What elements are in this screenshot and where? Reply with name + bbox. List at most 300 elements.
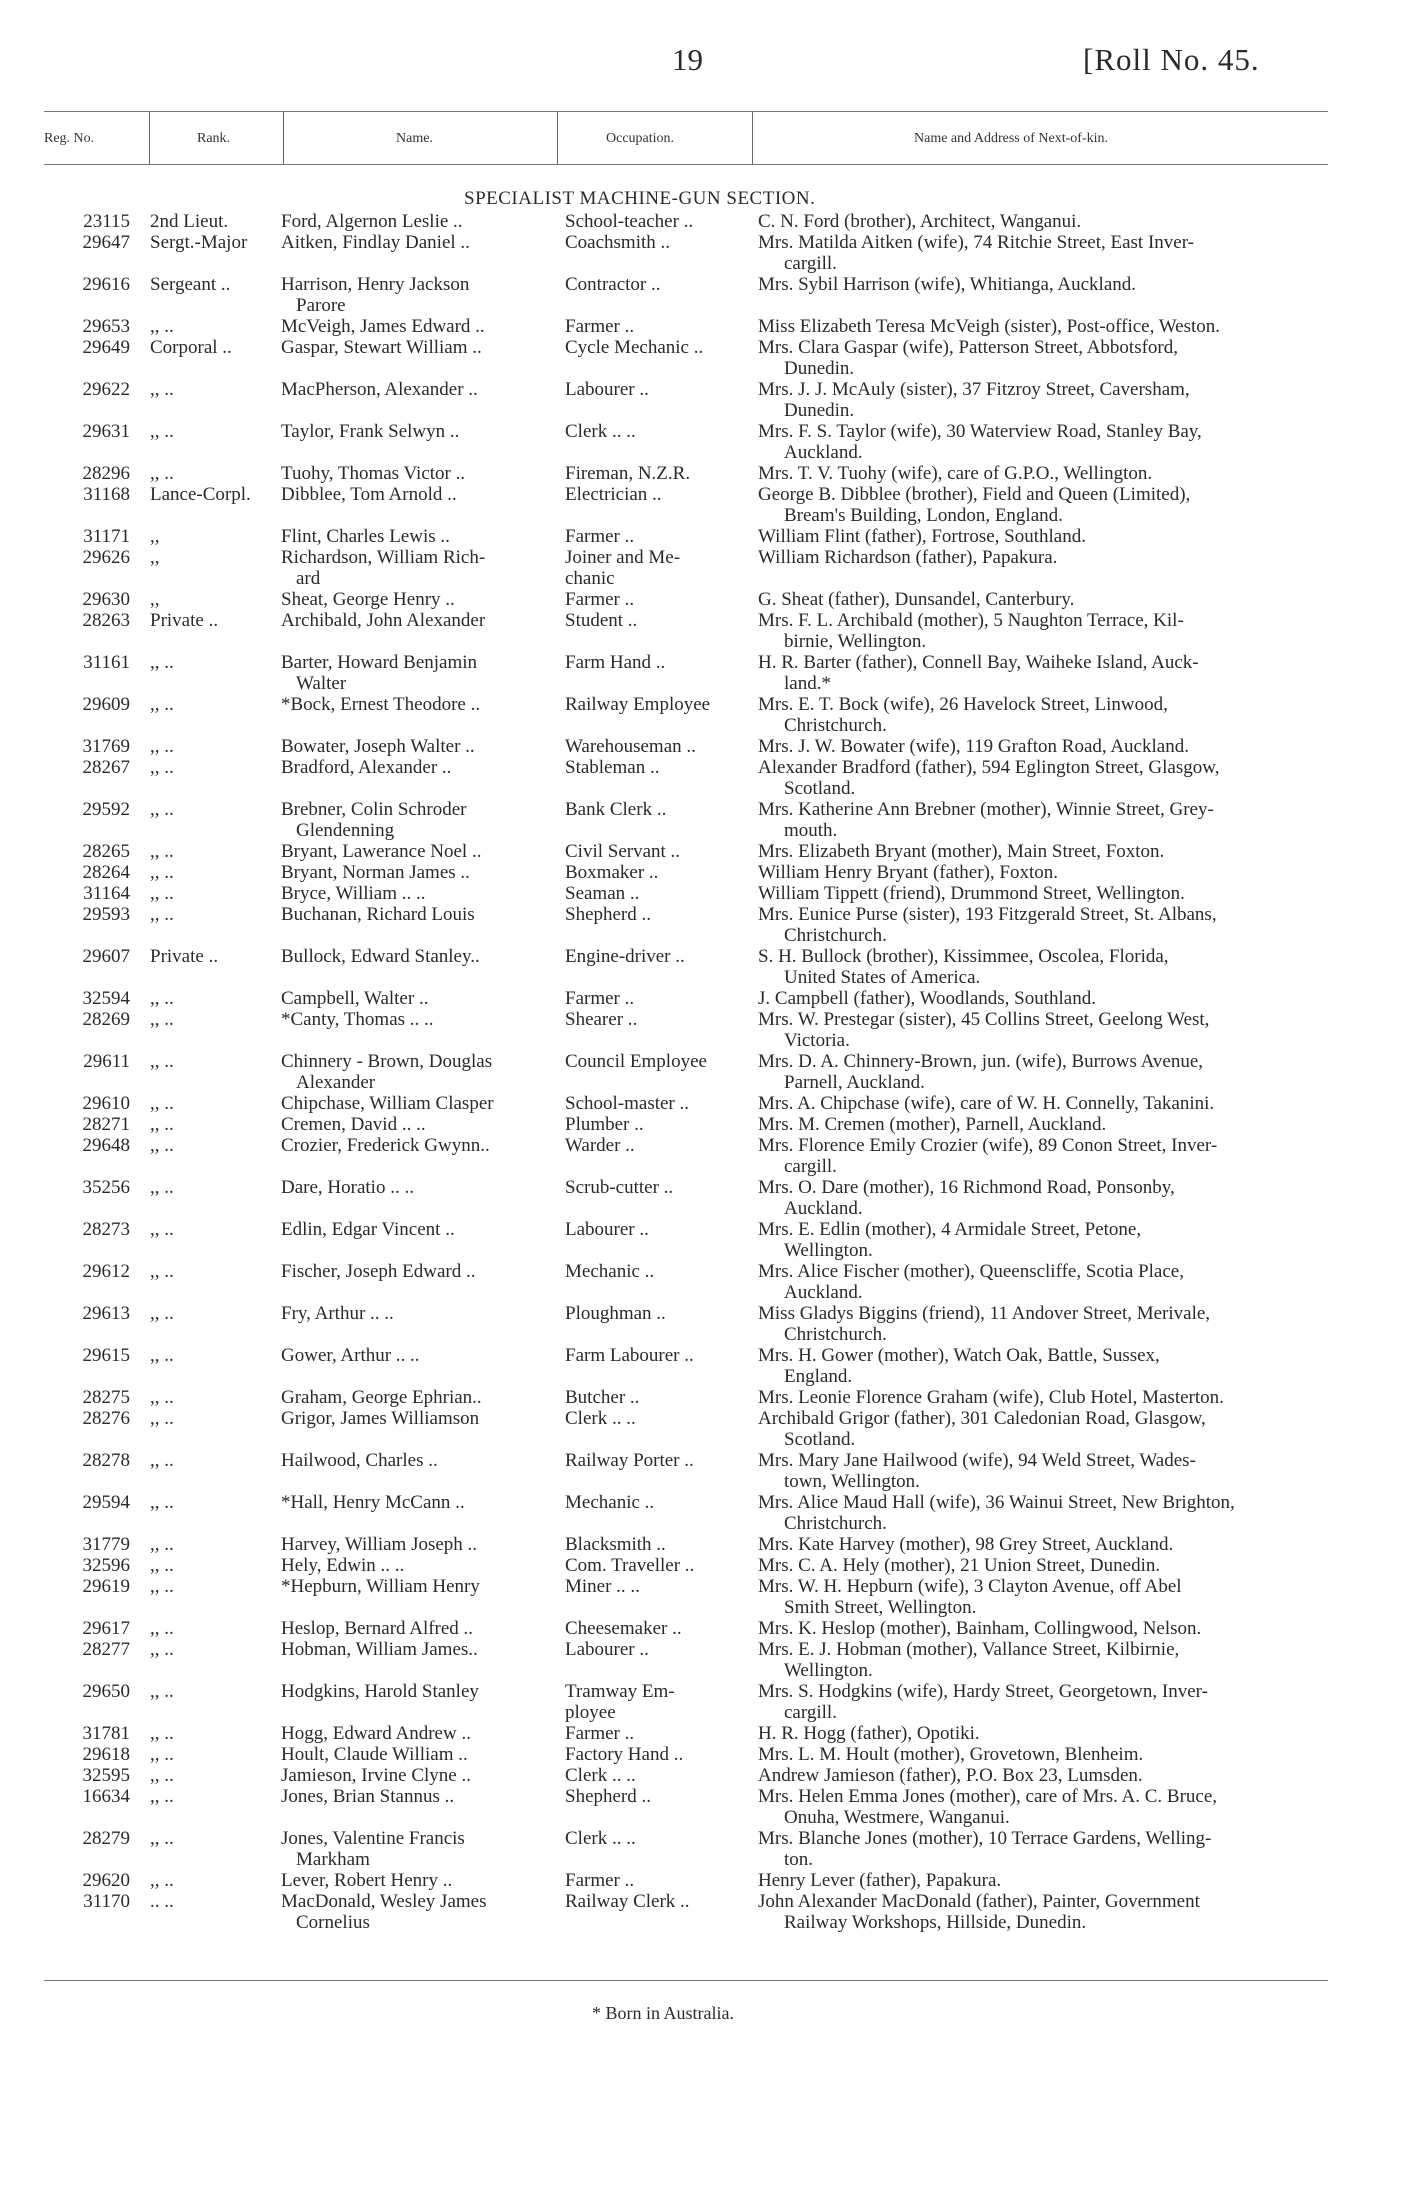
cell-kin: William Henry Bryant (father), Foxton.: [758, 862, 1058, 883]
cell-rank: ,, ..: [150, 1828, 174, 1849]
cell-occ: Factory Hand ..: [565, 1744, 684, 1765]
cell-reg: 29612: [82, 1261, 130, 1282]
continuation-kin: Christchurch.: [784, 1324, 887, 1345]
cell-rank: ,, ..: [150, 1261, 174, 1282]
header-rank: Rank.: [197, 131, 231, 146]
continuation-kin: Scotland.: [784, 1429, 856, 1450]
cell-reg: 29630: [82, 589, 130, 610]
cell-kin: George B. Dibblee (brother), Field and Queen (Limited),: [758, 484, 1191, 505]
cell-kin: G. Sheat (father), Dunsandel, Canterbury.: [758, 589, 1075, 610]
cell-rank: ,, ..: [150, 1219, 174, 1240]
cell-rank: 2nd Lieut.: [150, 211, 229, 232]
cell-occ: Plumber ..: [565, 1114, 644, 1135]
cell-name: Sheat, George Henry ..: [281, 589, 455, 610]
cell-rank: ,, ..: [150, 1093, 174, 1114]
cell-occ: Fireman, N.Z.R.: [565, 463, 691, 484]
cell-occ: Clerk .. ..: [565, 1765, 636, 1786]
cell-name: Jamieson, Irvine Clyne ..: [281, 1765, 471, 1786]
continuation-kin: Parnell, Auckland.: [784, 1072, 925, 1093]
cell-reg: 29615: [82, 1345, 130, 1366]
cell-reg: 29616: [82, 274, 130, 295]
cell-name: *Canty, Thomas .. ..: [281, 1009, 434, 1030]
continuation-kin: Christchurch.: [784, 715, 887, 736]
cell-reg: 29631: [82, 421, 130, 442]
cell-reg: 28269: [82, 1009, 130, 1030]
table-row: [0, 1534, 1427, 1555]
footer-rule: [44, 1980, 1328, 1981]
cell-reg: 28263: [82, 610, 130, 631]
cell-rank: ,, ..: [150, 1639, 174, 1660]
cell-name: Graham, George Ephrian..: [281, 1387, 482, 1408]
cell-name: Chipchase, William Clasper: [281, 1093, 494, 1114]
cell-name: Jones, Valentine Francis: [281, 1828, 465, 1849]
cell-rank: ,, ..: [150, 1870, 174, 1891]
cell-kin: Mrs. Eunice Purse (sister), 193 Fitzgerald Street, St. Albans,: [758, 904, 1217, 925]
cell-occ: Railway Employee: [565, 694, 711, 715]
header-occupation: Occupation.: [606, 131, 675, 146]
cell-name: Fry, Arthur .. ..: [281, 1303, 394, 1324]
cell-occ: Mechanic ..: [565, 1492, 655, 1513]
cell-rank: ,, ..: [150, 1786, 174, 1807]
cell-occ: Clerk .. ..: [565, 1828, 636, 1849]
header-bottom-rule: [44, 164, 1328, 165]
cell-reg: 29653: [82, 316, 130, 337]
cell-name: Campbell, Walter ..: [281, 988, 429, 1009]
table-row: [0, 904, 1427, 925]
cell-rank: ,, ..: [150, 1723, 174, 1744]
cell-rank: ,, ..: [150, 1177, 174, 1198]
continuation-kin: Scotland.: [784, 778, 856, 799]
cell-occ: Civil Servant ..: [565, 841, 681, 862]
cell-name: Harvey, William Joseph ..: [281, 1534, 478, 1555]
cell-occ: Warehouseman ..: [565, 736, 696, 757]
cell-name: McVeigh, James Edward ..: [281, 316, 485, 337]
table-row: [0, 526, 1427, 547]
cell-kin: Mrs. T. V. Tuohy (wife), care of G.P.O., Wellington.: [758, 463, 1153, 484]
cell-rank: ,, ..: [150, 463, 174, 484]
header-next-of-kin: Name and Address of Next-of-kin.: [914, 131, 1109, 146]
cell-name: Bowater, Joseph Walter ..: [281, 736, 475, 757]
cell-rank: ,,: [150, 547, 160, 568]
cell-rank: ,, ..: [150, 1534, 174, 1555]
continuation-occ: chanic: [565, 568, 615, 589]
cell-kin: Mrs. Katherine Ann Brebner (mother), Winnie Street, Grey-: [758, 799, 1214, 820]
cell-kin: Mrs. S. Hodgkins (wife), Hardy Street, Georgetown, Inver-: [758, 1681, 1208, 1702]
cell-kin: Mrs. D. A. Chinnery-Brown, jun. (wife), Burrows Avenue,: [758, 1051, 1204, 1072]
cell-occ: Tramway Em-: [565, 1681, 675, 1702]
cell-name: Hely, Edwin .. ..: [281, 1555, 405, 1576]
table-row: [0, 1618, 1427, 1639]
cell-occ: Seaman ..: [565, 883, 640, 904]
cell-reg: 28279: [82, 1828, 130, 1849]
cell-kin: Mrs. W. Prestegar (sister), 45 Collins Street, Geelong West,: [758, 1009, 1210, 1030]
cell-kin: C. N. Ford (brother), Architect, Wanganui.: [758, 211, 1082, 232]
cell-name: Grigor, James Williamson: [281, 1408, 480, 1429]
cell-reg: 28276: [82, 1408, 130, 1429]
cell-name: Bryant, Norman James ..: [281, 862, 470, 883]
cell-name: Brebner, Colin Schroder: [281, 799, 467, 820]
cell-name: *Hall, Henry McCann ..: [281, 1492, 465, 1513]
cell-name: Bryce, William .. ..: [281, 883, 426, 904]
cell-rank: ,, ..: [150, 841, 174, 862]
cell-kin: Mrs. A. Chipchase (wife), care of W. H. Connelly, Takanini.: [758, 1093, 1215, 1114]
cell-reg: 29650: [82, 1681, 130, 1702]
cell-rank: ,, ..: [150, 1051, 174, 1072]
table-row: [0, 379, 1427, 400]
cell-reg: 31168: [83, 484, 130, 505]
cell-kin: Mrs. Elizabeth Bryant (mother), Main Street, Foxton.: [758, 841, 1165, 862]
cell-occ: Shepherd ..: [565, 904, 652, 925]
cell-reg: 29648: [82, 1135, 130, 1156]
continuation-kin: Dunedin.: [784, 358, 855, 379]
cell-name: MacPherson, Alexander ..: [281, 379, 478, 400]
table-row: [0, 694, 1427, 715]
table-row: [0, 1387, 1427, 1408]
cell-rank: ,, ..: [150, 904, 174, 925]
cell-name: Aitken, Findlay Daniel ..: [281, 232, 470, 253]
cell-reg: 28275: [82, 1387, 130, 1408]
continuation-kin: cargill.: [784, 1156, 837, 1177]
continuation-name: Parore: [296, 295, 346, 316]
table-row: [0, 799, 1427, 820]
cell-reg: 31161: [83, 652, 130, 673]
cell-reg: 29622: [82, 379, 130, 400]
cell-occ: Farmer ..: [565, 316, 635, 337]
cell-kin: Mrs. E. T. Bock (wife), 26 Havelock Street, Linwood,: [758, 694, 1168, 715]
cell-occ: Mechanic ..: [565, 1261, 655, 1282]
continuation-kin: Wellington.: [784, 1240, 873, 1261]
cell-kin: Mrs. Clara Gaspar (wife), Patterson Street, Abbotsford,: [758, 337, 1179, 358]
cell-reg: 28273: [82, 1219, 130, 1240]
table-row: [0, 589, 1427, 610]
cell-occ: School-teacher ..: [565, 211, 694, 232]
cell-name: Bryant, Lawerance Noel ..: [281, 841, 482, 862]
cell-name: Dare, Horatio .. ..: [281, 1177, 414, 1198]
continuation-kin: Railway Workshops, Hillside, Dunedin.: [784, 1912, 1087, 1933]
table-row: [0, 1303, 1427, 1324]
cell-name: Edlin, Edgar Vincent ..: [281, 1219, 455, 1240]
continuation-name: Alexander: [296, 1072, 376, 1093]
cell-occ: Clerk .. ..: [565, 421, 636, 442]
table-row: [0, 1009, 1427, 1030]
table-row: [0, 1555, 1427, 1576]
cell-kin: Alexander Bradford (father), 594 Eglington Street, Glasgow,: [758, 757, 1220, 778]
continuation-kin: cargill.: [784, 1702, 837, 1723]
cell-kin: John Alexander MacDonald (father), Painter, Government: [758, 1891, 1200, 1912]
table-row: [0, 1450, 1427, 1471]
cell-reg: 32596: [82, 1555, 130, 1576]
cell-kin: Henry Lever (father), Papakura.: [758, 1870, 1002, 1891]
cell-rank: ,, ..: [150, 379, 174, 400]
cell-reg: 29593: [82, 904, 130, 925]
cell-name: Tuohy, Thomas Victor ..: [281, 463, 466, 484]
continuation-kin: England.: [784, 1366, 853, 1387]
cell-rank: ,, ..: [150, 694, 174, 715]
cell-name: Heslop, Bernard Alfred ..: [281, 1618, 474, 1639]
cell-name: Flint, Charles Lewis ..: [281, 526, 450, 547]
cell-reg: 31164: [83, 883, 130, 904]
cell-rank: ,, ..: [150, 652, 174, 673]
cell-kin: Mrs. Florence Emily Crozier (wife), 89 Conon Street, Inver-: [758, 1135, 1218, 1156]
cell-reg: 28265: [82, 841, 130, 862]
cell-reg: 28271: [82, 1114, 130, 1135]
table-row: [0, 1723, 1427, 1744]
cell-reg: 32595: [82, 1765, 130, 1786]
continuation-kin: Dunedin.: [784, 400, 855, 421]
continuation-name: Markham: [296, 1849, 370, 1870]
cell-kin: Mrs. Blanche Jones (mother), 10 Terrace Gardens, Welling-: [758, 1828, 1212, 1849]
table-row: [0, 841, 1427, 862]
table-row: [0, 862, 1427, 883]
cell-rank: ,, ..: [150, 1135, 174, 1156]
cell-reg: 35256: [82, 1177, 130, 1198]
cell-name: Hailwood, Charles ..: [281, 1450, 438, 1471]
cell-occ: Council Employee: [565, 1051, 707, 1072]
table-row: [0, 211, 1427, 232]
cell-rank: Lance-Corpl.: [150, 484, 251, 505]
continuation-kin: United States of America.: [784, 967, 981, 988]
continuation-kin: land.*: [784, 673, 831, 694]
cell-kin: Mrs. Matilda Aitken (wife), 74 Ritchie Street, East Inver-: [758, 232, 1194, 253]
cell-rank: ,, ..: [150, 1009, 174, 1030]
cell-rank: ,, ..: [150, 421, 174, 442]
cell-name: Crozier, Frederick Gwynn..: [281, 1135, 490, 1156]
continuation-kin: Auckland.: [784, 442, 863, 463]
cell-rank: ,, ..: [150, 862, 174, 883]
continuation-kin: Smith Street, Wellington.: [784, 1597, 977, 1618]
continuation-kin: town, Wellington.: [784, 1471, 920, 1492]
table-row: [0, 316, 1427, 337]
cell-rank: ,, ..: [150, 1576, 174, 1597]
cell-reg: 29620: [82, 1870, 130, 1891]
cell-rank: Private ..: [150, 946, 219, 967]
cell-name: Chinnery - Brown, Douglas: [281, 1051, 493, 1072]
cell-name: Bradford, Alexander ..: [281, 757, 452, 778]
cell-kin: J. Campbell (father), Woodlands, Southland.: [758, 988, 1096, 1009]
cell-kin: Mrs. F. L. Archibald (mother), 5 Naughton Terrace, Kil-: [758, 610, 1184, 631]
continuation-kin: mouth.: [784, 820, 838, 841]
cell-rank: ,, ..: [150, 1303, 174, 1324]
footnote: * Born in Australia.: [592, 2003, 734, 2023]
cell-reg: 29592: [82, 799, 130, 820]
continuation-kin: Auckland.: [784, 1198, 863, 1219]
cell-reg: 23115: [83, 211, 130, 232]
cell-reg: 28277: [82, 1639, 130, 1660]
table-row: [0, 1576, 1427, 1597]
cell-kin: William Tippett (friend), Drummond Street, Wellington.: [758, 883, 1185, 904]
cell-occ: Farm Hand ..: [565, 652, 666, 673]
cell-name: Hobman, William James..: [281, 1639, 478, 1660]
table-row: [0, 736, 1427, 757]
cell-name: Gaspar, Stewart William ..: [281, 337, 482, 358]
cell-occ: Contractor ..: [565, 274, 661, 295]
cell-reg: 31779: [82, 1534, 130, 1555]
table-row: [0, 232, 1427, 253]
cell-kin: Mrs. E. Edlin (mother), 4 Armidale Street, Petone,: [758, 1219, 1142, 1240]
header-top-rule: [44, 111, 1328, 112]
cell-reg: 31171: [83, 526, 130, 547]
cell-rank: ,, ..: [150, 1618, 174, 1639]
cell-occ: Bank Clerk ..: [565, 799, 667, 820]
continuation-name: ard: [296, 568, 321, 589]
cell-occ: Clerk .. ..: [565, 1408, 636, 1429]
cell-name: Harrison, Henry Jackson: [281, 274, 470, 295]
cell-occ: Engine-driver ..: [565, 946, 685, 967]
table-row: [0, 274, 1427, 295]
cell-rank: ,, ..: [150, 1555, 174, 1576]
table-row: [0, 1639, 1427, 1660]
cell-rank: ,, ..: [150, 1744, 174, 1765]
cell-reg: 29617: [82, 1618, 130, 1639]
cell-kin: Mrs. W. H. Hepburn (wife), 3 Clayton Avenue, off Abel: [758, 1576, 1182, 1597]
cell-occ: Farmer ..: [565, 589, 635, 610]
cell-name: Archibald, John Alexander: [281, 610, 486, 631]
cell-name: Dibblee, Tom Arnold ..: [281, 484, 457, 505]
cell-reg: 31781: [82, 1723, 130, 1744]
cell-rank: ,, ..: [150, 1492, 174, 1513]
cell-kin: Mrs. Sybil Harrison (wife), Whitianga, Auckland.: [758, 274, 1136, 295]
table-row: [0, 484, 1427, 505]
table-row: [0, 1135, 1427, 1156]
cell-reg: 29619: [82, 1576, 130, 1597]
cell-kin: Miss Elizabeth Teresa McVeigh (sister), Post-office, Weston.: [758, 316, 1221, 337]
cell-kin: S. H. Bullock (brother), Kissimmee, Oscolea, Florida,: [758, 946, 1169, 967]
cell-rank: ,, ..: [150, 1114, 174, 1135]
cell-occ: Farmer ..: [565, 988, 635, 1009]
cell-rank: Private ..: [150, 610, 219, 631]
cell-reg: 28278: [82, 1450, 130, 1471]
cell-rank: ,,: [150, 526, 160, 547]
table-row: [0, 1891, 1427, 1912]
cell-rank: Corporal ..: [150, 337, 232, 358]
cell-rank: ,, ..: [150, 316, 174, 337]
table-row: [0, 946, 1427, 967]
cell-name: Hogg, Edward Andrew ..: [281, 1723, 471, 1744]
cell-occ: Butcher ..: [565, 1387, 640, 1408]
cell-name: *Bock, Ernest Theodore ..: [281, 694, 481, 715]
cell-rank: ,, ..: [150, 736, 174, 757]
cell-kin: Mrs. Alice Maud Hall (wife), 36 Wainui Street, New Brighton,: [758, 1492, 1235, 1513]
continuation-kin: Onuha, Westmere, Wanganui.: [784, 1807, 1010, 1828]
cell-kin: Mrs. H. Gower (mother), Watch Oak, Battle, Sussex,: [758, 1345, 1160, 1366]
cell-name: Hodgkins, Harold Stanley: [281, 1681, 479, 1702]
continuation-kin: Christchurch.: [784, 925, 887, 946]
cell-name: Ford, Algernon Leslie ..: [281, 211, 463, 232]
cell-reg: 29649: [82, 337, 130, 358]
cell-occ: Shearer ..: [565, 1009, 638, 1030]
continuation-kin: Wellington.: [784, 1660, 873, 1681]
continuation-kin: birnie, Wellington.: [784, 631, 927, 652]
cell-name: *Hepburn, William Henry: [281, 1576, 480, 1597]
cell-occ: Railway Porter ..: [565, 1450, 694, 1471]
cell-name: Lever, Robert Henry ..: [281, 1870, 453, 1891]
cell-reg: 28264: [82, 862, 130, 883]
column-divider: [752, 112, 753, 164]
cell-occ: Miner .. ..: [565, 1576, 640, 1597]
cell-occ: Shepherd ..: [565, 1786, 652, 1807]
page-number: 19: [672, 42, 703, 77]
cell-reg: 29610: [82, 1093, 130, 1114]
cell-kin: Mrs. Alice Fischer (mother), Queenscliffe, Scotia Place,: [758, 1261, 1184, 1282]
cell-kin: Archibald Grigor (father), 301 Caledonian Road, Glasgow,: [758, 1408, 1206, 1429]
table-row: [0, 1219, 1427, 1240]
continuation-kin: ton.: [784, 1849, 814, 1870]
cell-kin: Mrs. Helen Emma Jones (mother), care of Mrs. A. C. Bruce,: [758, 1786, 1218, 1807]
cell-rank: Sergeant ..: [150, 274, 231, 295]
cell-occ: Ploughman ..: [565, 1303, 666, 1324]
cell-kin: Mrs. K. Heslop (mother), Bainham, Collingwood, Nelson.: [758, 1618, 1202, 1639]
table-row: [0, 1786, 1427, 1807]
table-row: [0, 883, 1427, 904]
cell-occ: Boxmaker ..: [565, 862, 659, 883]
cell-reg: 29647: [82, 232, 130, 253]
cell-occ: Farmer ..: [565, 1870, 635, 1891]
cell-occ: Electrician ..: [565, 484, 662, 505]
continuation-kin: Christchurch.: [784, 1513, 887, 1534]
cell-reg: 29607: [82, 946, 130, 967]
cell-occ: Farm Labourer ..: [565, 1345, 694, 1366]
cell-rank: ,, ..: [150, 1387, 174, 1408]
cell-reg: 29609: [82, 694, 130, 715]
cell-rank: ,, ..: [150, 883, 174, 904]
table-row: [0, 1870, 1427, 1891]
cell-occ: Stableman ..: [565, 757, 660, 778]
continuation-name: Walter: [296, 673, 347, 694]
cell-name: Jones, Brian Stannus ..: [281, 1786, 455, 1807]
cell-occ: School-master ..: [565, 1093, 690, 1114]
cell-kin: Mrs. O. Dare (mother), 16 Richmond Road, Ponsonby,: [758, 1177, 1175, 1198]
cell-occ: Coachsmith ..: [565, 232, 671, 253]
cell-rank: .. ..: [150, 1891, 174, 1912]
cell-name: Cremen, David .. ..: [281, 1114, 426, 1135]
cell-reg: 16634: [82, 1786, 130, 1807]
cell-kin: William Richardson (father), Papakura.: [758, 547, 1058, 568]
continuation-kin: Bream's Building, London, England.: [784, 505, 1063, 526]
header-name: Name.: [396, 131, 433, 146]
table-row: [0, 1828, 1427, 1849]
header-reg-no: Reg. No.: [44, 131, 95, 146]
table-row: [0, 1345, 1427, 1366]
cell-reg: 29618: [82, 1744, 130, 1765]
cell-rank: ,, ..: [150, 1408, 174, 1429]
table-row: [0, 1114, 1427, 1135]
cell-occ: Student ..: [565, 610, 638, 631]
cell-rank: ,, ..: [150, 1681, 174, 1702]
cell-rank: ,, ..: [150, 1345, 174, 1366]
cell-occ: Labourer ..: [565, 1219, 649, 1240]
cell-occ: Farmer ..: [565, 1723, 635, 1744]
cell-rank: ,, ..: [150, 988, 174, 1009]
table-row: [0, 1051, 1427, 1072]
table-row: [0, 652, 1427, 673]
continuation-kin: Auckland.: [784, 1282, 863, 1303]
continuation-name: Cornelius: [296, 1912, 370, 1933]
table-row: [0, 610, 1427, 631]
table-row: [0, 757, 1427, 778]
table-row: [0, 1408, 1427, 1429]
table-row: [0, 337, 1427, 358]
cell-occ: Railway Clerk ..: [565, 1891, 690, 1912]
roll-label: [Roll No. 45.: [1083, 42, 1260, 77]
cell-occ: Warder ..: [565, 1135, 635, 1156]
cell-rank: ,, ..: [150, 1450, 174, 1471]
table-row: [0, 463, 1427, 484]
cell-rank: ,, ..: [150, 1765, 174, 1786]
table-row: [0, 1744, 1427, 1765]
column-divider: [149, 112, 150, 164]
cell-kin: Miss Gladys Biggins (friend), 11 Andover Street, Merivale,: [758, 1303, 1211, 1324]
cell-kin: H. R. Barter (father), Connell Bay, Waiheke Island, Auck-: [758, 652, 1199, 673]
